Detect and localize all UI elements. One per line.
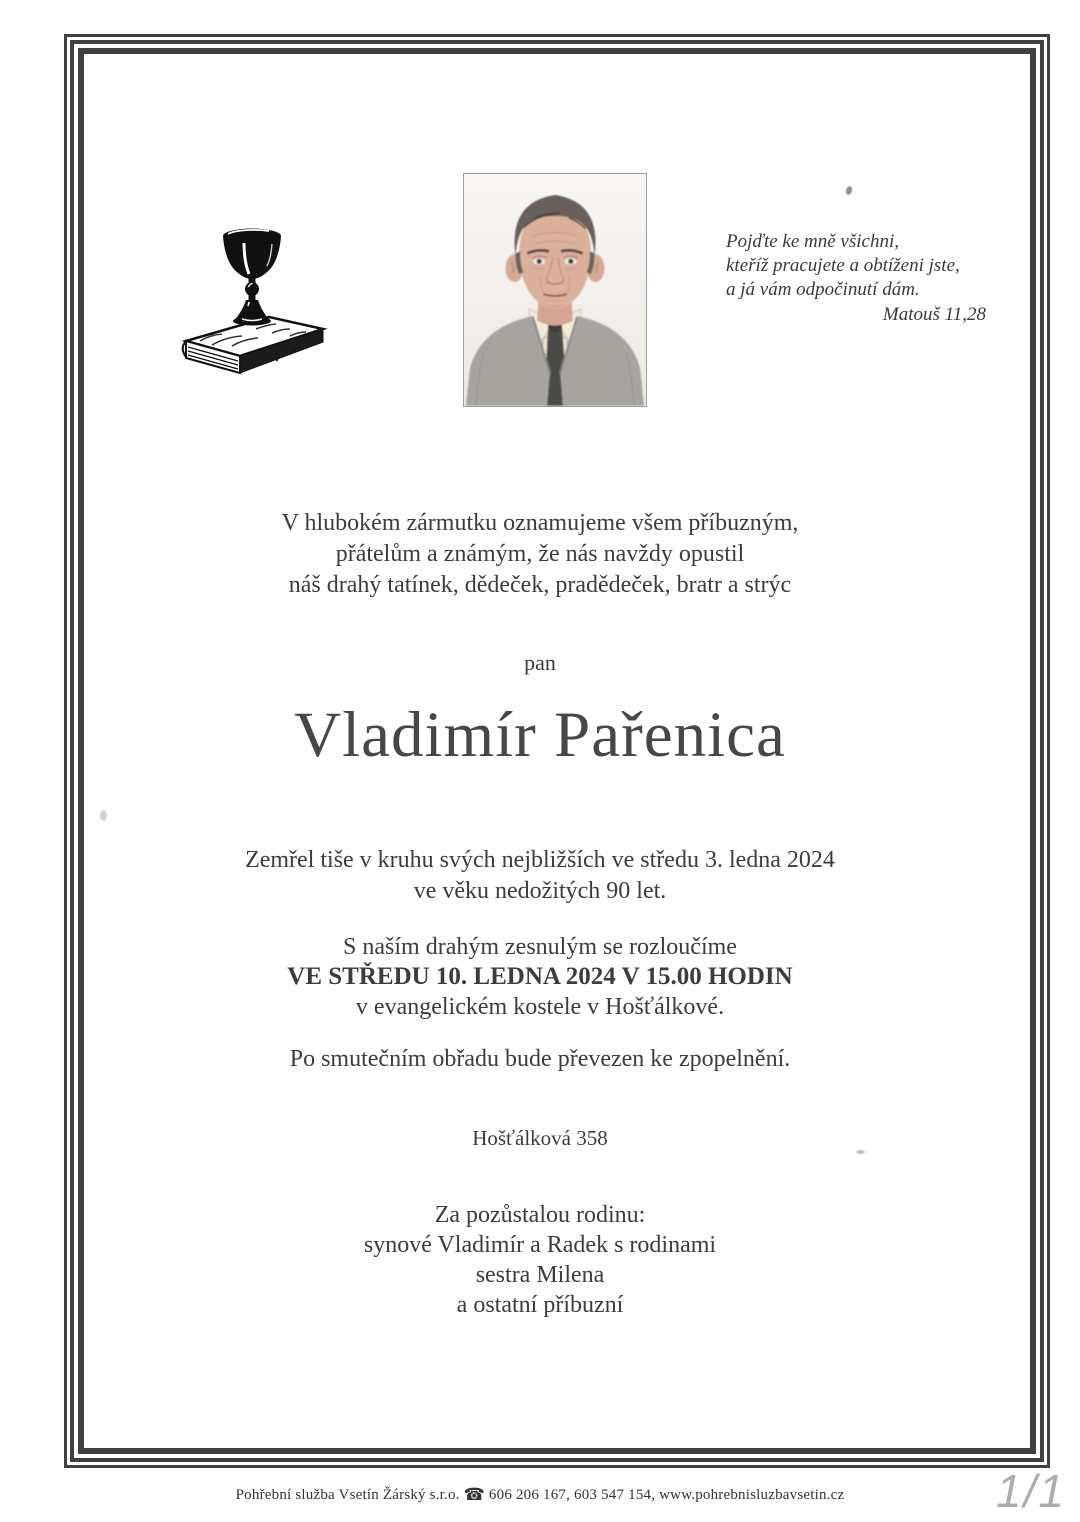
farewell-intro: S naším drahým zesnulým se rozloučíme <box>343 934 737 960</box>
family-line: synové Vladimír a Radek s rodinami <box>363 1232 717 1258</box>
cremation-notice: Po smutečním obřadu bude převezen ke zpopelnění. <box>289 1046 791 1072</box>
announcement-text <box>30 508 1050 601</box>
death-notice-line: ve věku nedožitých 90 let. <box>413 878 667 904</box>
telephone-icon: ☎ <box>463 1485 485 1504</box>
funeral-home-website: www.pohrebnisluzbavsetin.cz <box>659 1487 845 1503</box>
family-line: a ostatní příbuzní <box>456 1292 624 1318</box>
funeral-home-phones: 606 206 167, 603 547 154, <box>488 1487 656 1503</box>
scan-artifact <box>856 1150 865 1154</box>
death-notice <box>30 845 1050 907</box>
quote-line: kteříž pracujete a obtíženi jste, <box>726 255 960 276</box>
quote-attribution: Matouš 11,28 <box>882 304 986 325</box>
family-address: Hošťálková 358 <box>472 1126 608 1150</box>
death-notice-line: Zemřel tiše v kruhu svých nejbližších ve středu 3. ledna 2024 <box>245 847 835 873</box>
funeral-home-footer <box>0 1484 1080 1504</box>
salutation: pan <box>524 650 556 675</box>
farewell-datetime: VE STŘEDU 10. LEDNA 2024 V 15.00 HODIN <box>287 963 793 990</box>
farewell-ceremony-info <box>30 932 1050 1022</box>
family-line: Za pozůstalou rodinu: <box>434 1202 646 1228</box>
quote-line: a já vám odpočinutí dám. <box>726 279 920 300</box>
announcement-line: V hlubokém zármutku oznamujeme všem příbuzným, <box>281 510 799 536</box>
family-line: sestra Milena <box>475 1262 605 1288</box>
deceased-portrait-photo <box>463 173 647 407</box>
scan-artifact <box>100 810 107 821</box>
surviving-family <box>30 1200 1050 1320</box>
chalice-on-bible-icon <box>172 210 332 385</box>
announcement-line: přátelům a známým, že nás navždy opustil <box>335 541 745 567</box>
page-indicator: 1/1 <box>996 1465 1066 1517</box>
farewell-location: v evangelickém kostele v Hošťálkové. <box>355 994 725 1020</box>
bible-quote <box>726 230 990 327</box>
announcement-line: náš drahý tatínek, dědeček, pradědeček, bratr a strýc <box>288 572 792 598</box>
funeral-home-name: Pohřební služba Vsetín Žárský s.r.o. <box>235 1487 460 1503</box>
quote-line: Pojďte ke mně všichni, <box>726 231 899 252</box>
deceased-name: Vladimír Pařenica <box>294 699 786 771</box>
